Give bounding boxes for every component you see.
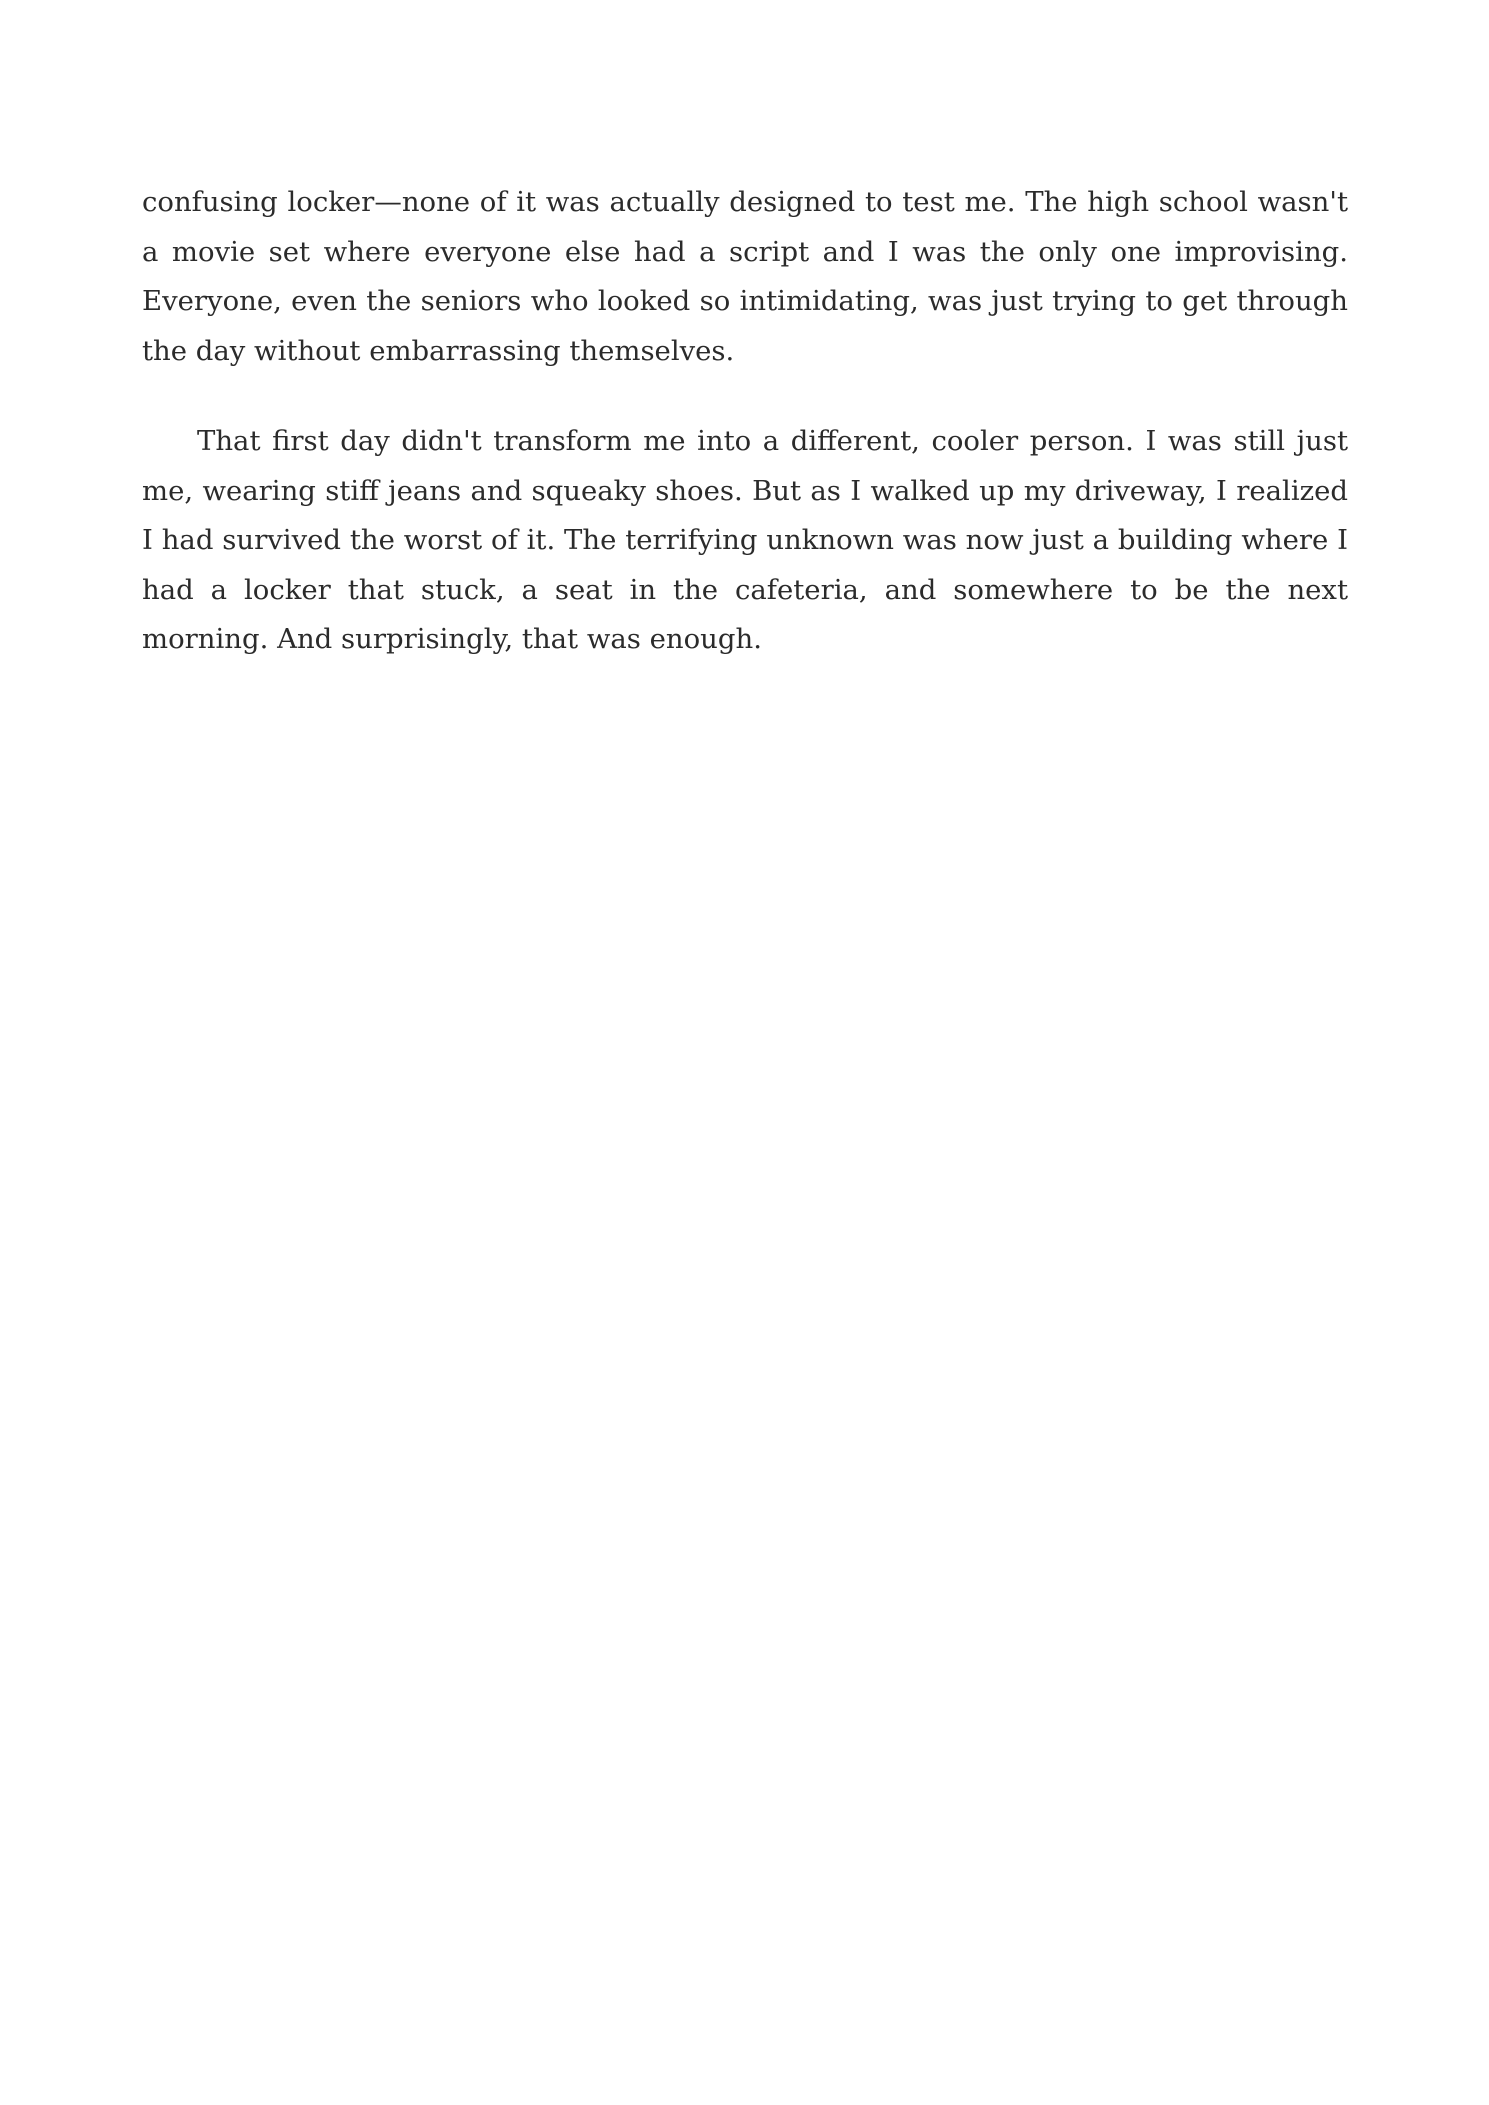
paragraph: That first day didn't transform me into a different, cooler person. I was still just me, wearing stiff jeans and squeaky shoes. But as I walked up my driveway, I realized I had survived the worst of it. The terrifying unknown was now just a building where I had a locker that stuck, a seat in the cafeteria, and somewhere to be the next morning. And surprisingly, that was enough. (142, 425, 1348, 655)
paragraph-continued: confusing locker—none of it was actually designed to test me. The high school wasn't a movie set where everyone else had a script and I was the only one improvising. Everyone, even the seniors who looked so intimidating, was just trying to get through the day without embarrassing themselves. (142, 186, 1348, 367)
document-body (142, 178, 1348, 706)
